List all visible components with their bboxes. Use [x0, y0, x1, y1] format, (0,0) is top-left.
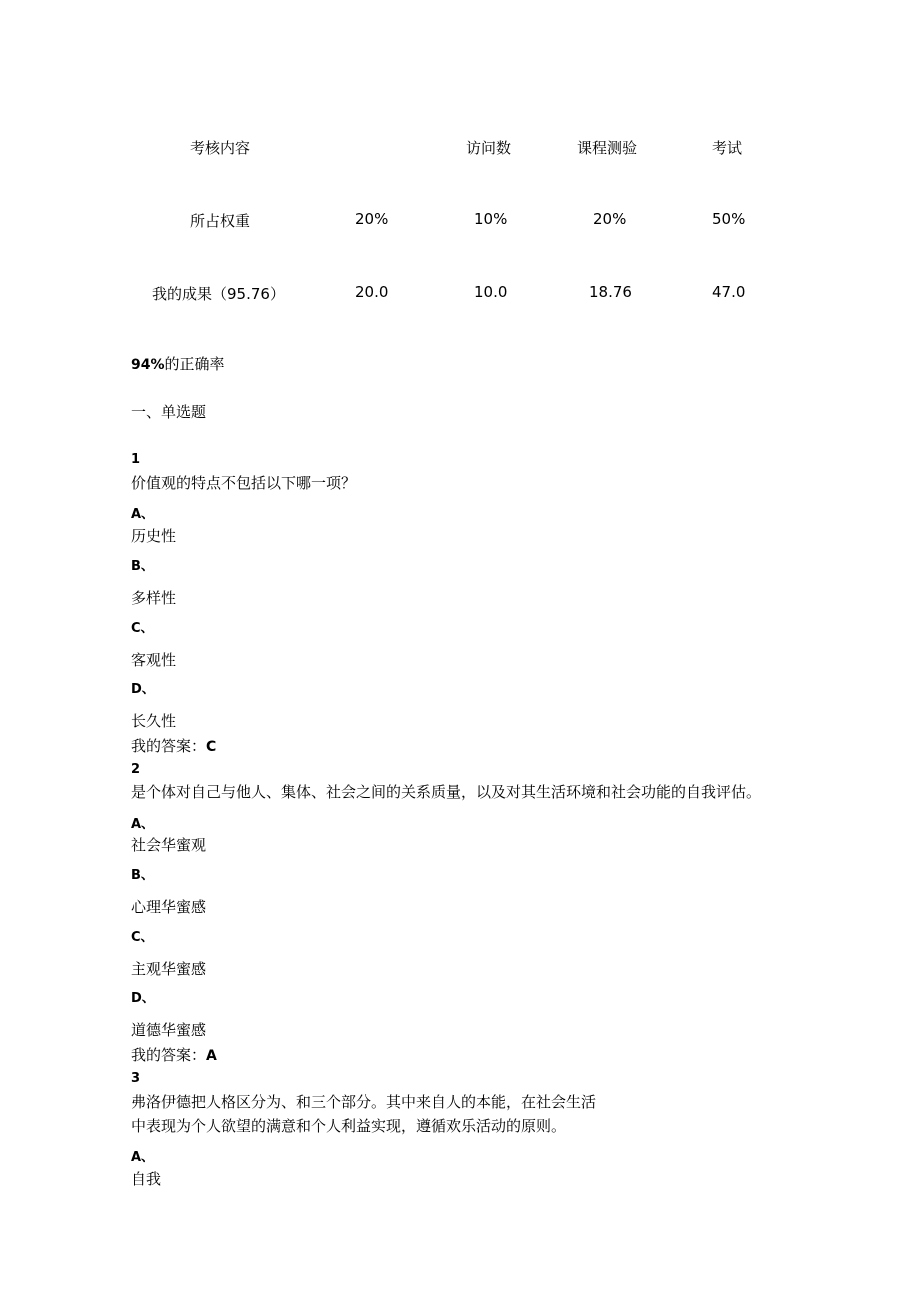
option-text: 自我 [131, 1170, 162, 1188]
option-text: 道德华蜜感 [131, 1021, 207, 1039]
option-letter: A、 [131, 817, 155, 832]
score-value: 47.0 [712, 283, 746, 301]
option-letter: D、 [131, 682, 155, 697]
option-letter: B、 [131, 868, 154, 883]
option-letter: C、 [131, 621, 154, 636]
header-exam: 考试 [712, 139, 743, 157]
option-text: 社会华蜜观 [131, 836, 207, 854]
option-text: 心理华蜜感 [131, 898, 207, 916]
option-letter: A、 [131, 507, 155, 522]
weight-value: 20% [355, 210, 389, 228]
option-text: 主观华蜜感 [131, 960, 207, 978]
question-stem: 弗洛伊德把人格区分为、和三个部分。其中来自人的本能，在社会生活 [131, 1093, 597, 1111]
option-letter: B、 [131, 559, 154, 574]
header-assessment: 考核内容 [190, 139, 251, 157]
accuracy-line [131, 353, 225, 374]
accuracy-value: 94% [131, 357, 165, 373]
option-letter: A、 [131, 1150, 155, 1165]
question-number: 1 [131, 452, 141, 467]
question-stem: 是个体对自己与他人、集体、社会之间的关系质量，以及对其生活环境和社会功能的自我评估。 [131, 783, 762, 801]
score-table [0, 0, 920, 330]
question-stem: 价值观的特点不包括以下哪一项？ [131, 474, 357, 492]
weight-label: 所占权重 [190, 212, 251, 230]
accuracy-label: 的正确率 [164, 355, 225, 373]
question-number: 2 [131, 762, 141, 777]
answer-label: 我的答案： [131, 737, 207, 755]
option-text: 多样性 [131, 589, 177, 607]
weight-value: 10% [474, 210, 508, 228]
answer-value: C [206, 739, 217, 755]
my-answer [131, 735, 216, 756]
question-number: 3 [131, 1071, 141, 1086]
header-visits: 访问数 [466, 139, 512, 157]
weight-value: 50% [712, 210, 746, 228]
option-text: 客观性 [131, 651, 177, 669]
score-value: 10.0 [474, 283, 508, 301]
option-text: 长久性 [131, 712, 177, 730]
answer-label: 我的答案： [131, 1046, 207, 1064]
score-value: 18.76 [589, 283, 632, 301]
header-quiz: 课程测验 [577, 139, 638, 157]
option-letter: C、 [131, 930, 154, 945]
my-answer [131, 1044, 217, 1065]
question-stem: 中表现为个人欲望的满意和个人利益实现，遵循欢乐活动的原则。 [131, 1117, 567, 1135]
weight-value: 20% [593, 210, 627, 228]
option-text: 历史性 [131, 527, 177, 545]
score-value: 20.0 [355, 283, 389, 301]
score-label: 我的成果（95.76） [152, 285, 285, 303]
section-title: 一、单选题 [131, 403, 207, 421]
answer-value: A [206, 1048, 217, 1064]
option-letter: D、 [131, 991, 155, 1006]
